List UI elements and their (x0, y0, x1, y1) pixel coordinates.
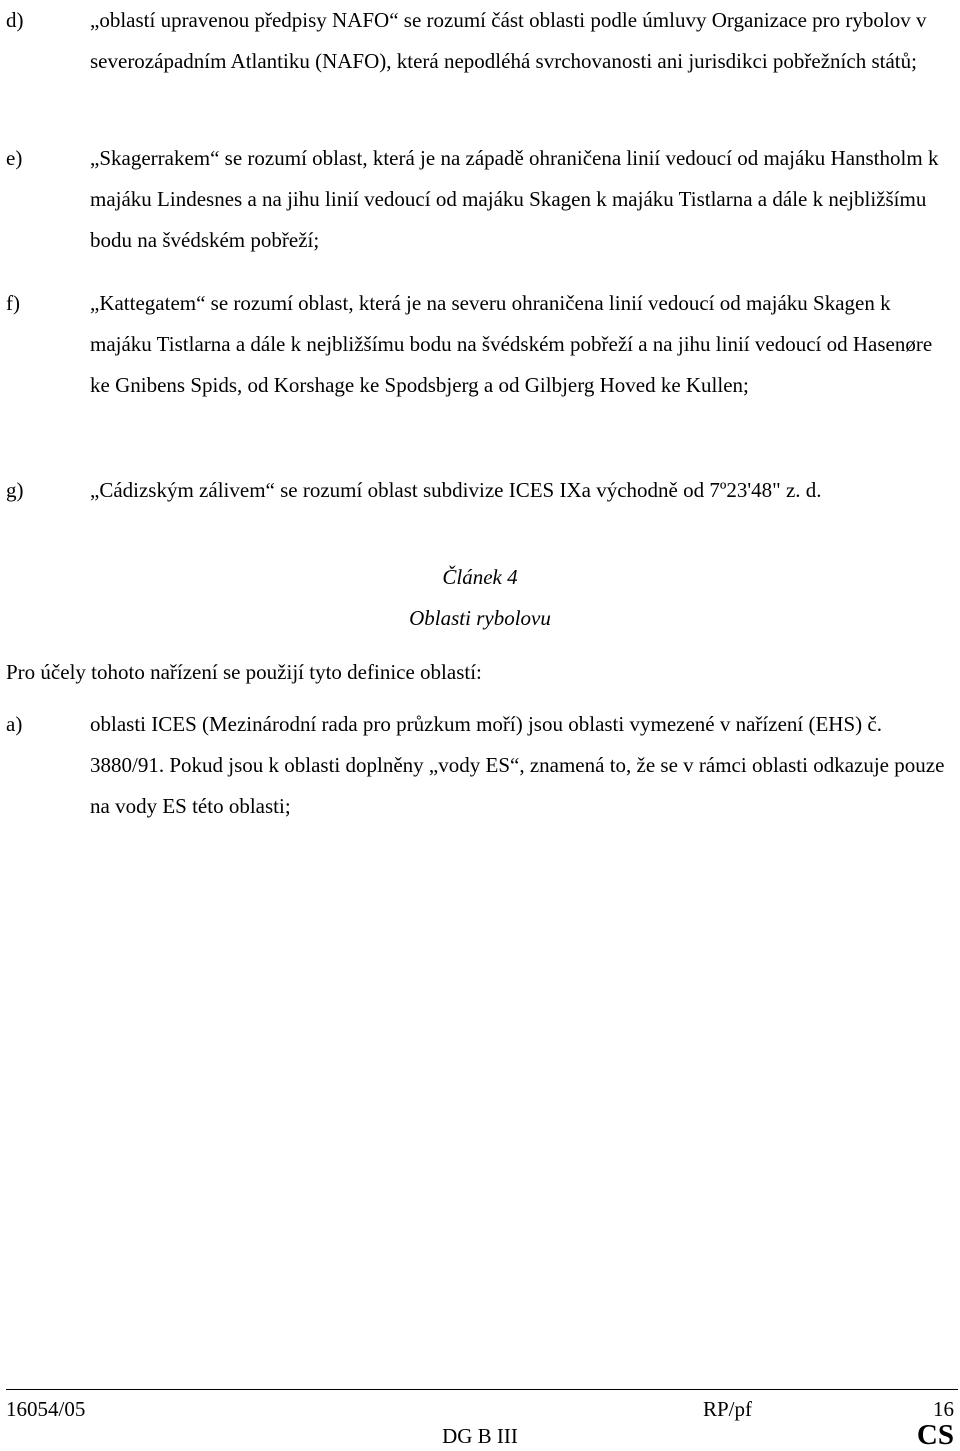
item-text: oblasti ICES (Mezinárodní rada pro průzkum moří) jsou oblasti vymezené v nařízení (EHS) č. 3880/91. Pokud jsou k oblasti doplněny „vody ES“, znamená to, že se v rámci oblasti odkazuje pouze na vody ES této oblasti; (90, 712, 945, 818)
item-text: „oblastí upravenou předpisy NAFO“ se rozumí část oblasti podle úmluvy Organizace pro rybolov v severozápadním Atlantiku (NAFO), která nepodléhá svrchovanosti ani jurisdikci pobřežních států; (90, 8, 927, 73)
definition-item-e (0, 138, 960, 261)
article-intro: Pro účely tohoto nařízení se použijí tyto definice oblastí: (6, 660, 482, 684)
item-label: g) (6, 478, 24, 502)
item-text: „Skagerrakem“ se rozumí oblast, která je na západě ohraničena linií vedoucí od majáku Hanstholm k majáku Lindesnes a na jihu linií vedoucí od majáku Skagen k majáku Tistlarna a dále k nejbližšímu bodu na švédském pobřeží; (90, 146, 939, 252)
definition-item-g (0, 470, 960, 511)
article-subtitle: Oblasti rybolovu (409, 606, 551, 630)
footer-doc-number: 16054/05 (6, 1397, 86, 1421)
footer-initials: RP/pf (703, 1397, 753, 1421)
footer-language-code: CS (916, 1419, 954, 1451)
item-label: d) (6, 8, 24, 32)
item-label: e) (6, 146, 23, 170)
footer-directorate: DG B III (442, 1424, 518, 1448)
article-item-a (0, 704, 960, 827)
definition-item-d (0, 0, 960, 82)
item-text: „Kattegatem“ se rozumí oblast, která je na severu ohraničena linií vedoucí od majáku Skagen k majáku Tistlarna a dále k nejbližšímu bodu na švédském pobřeží a na jihu linií vedoucí od Hasenøre ke Gnibens Spids, od Korshage ke Spodsbjerg a od Gilbjerg Hoved ke Kullen; (90, 291, 933, 397)
article-title: Článek 4 (442, 565, 518, 589)
footer-divider (6, 1389, 958, 1390)
item-label: f) (6, 291, 20, 315)
item-label: a) (6, 712, 23, 736)
item-text: „Cádizským zálivem“ se rozumí oblast subdivize ICES IXa východně od 7º23'48" z. d. (90, 478, 822, 502)
definition-item-f (0, 283, 960, 406)
footer-page-number: 16 (933, 1397, 954, 1421)
